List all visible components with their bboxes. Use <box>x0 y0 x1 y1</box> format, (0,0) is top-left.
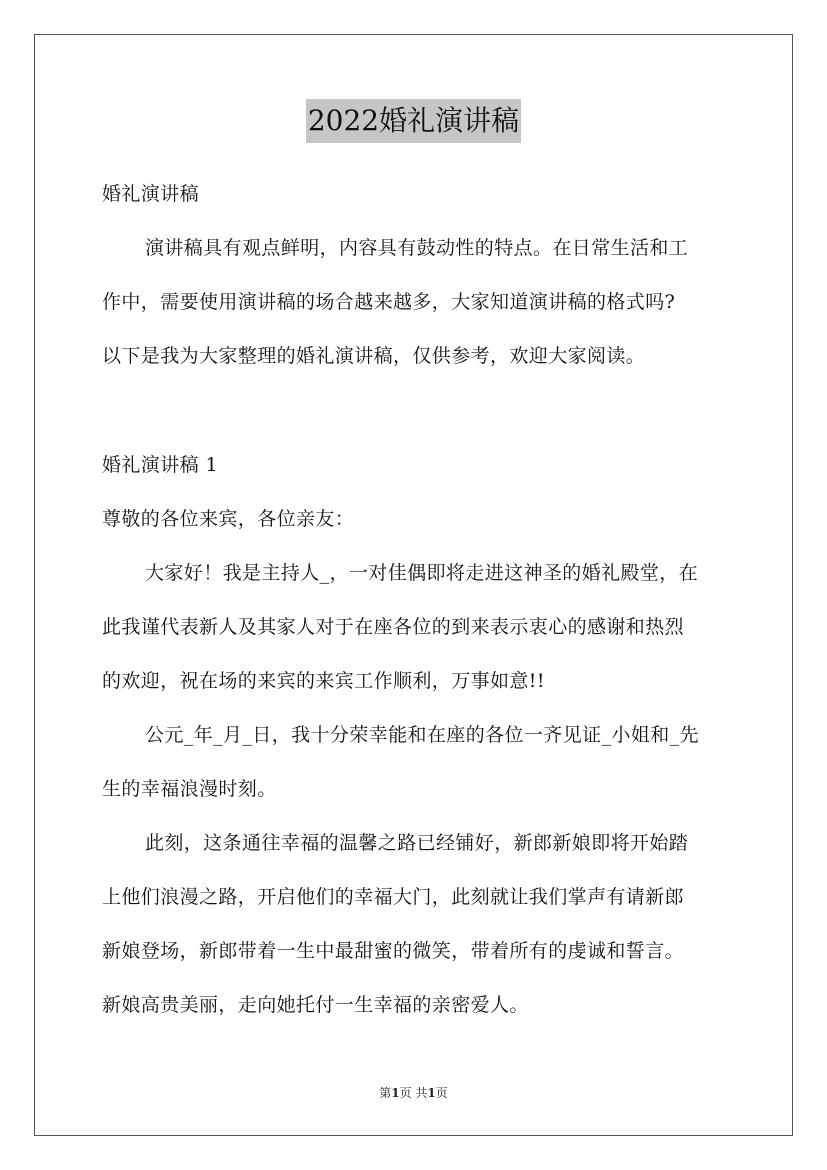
footer-mid: 页 共 <box>399 1086 428 1100</box>
intro-line-3: 以下是我为大家整理的婚礼演讲稿，仅供参考，欢迎大家阅读。 <box>102 345 646 367</box>
footer-page-number: 1 <box>391 1086 400 1100</box>
para1-line-1: 大家好！我是主持人_，一对佳偶即将走进这神圣的婚礼殿堂，在 <box>145 562 699 584</box>
para3-line-4: 新娘高贵美丽，走向她托付一生幸福的亲密爱人。 <box>102 994 529 1016</box>
document-title: 2022婚礼演讲稿 <box>306 99 521 143</box>
para3-line-1: 此刻，这条通往幸福的温馨之路已经铺好，新郎新娘即将开始踏 <box>145 832 689 854</box>
intro-line-1: 演讲稿具有观点鲜明，内容具有鼓动性的特点。在日常生活和工 <box>145 237 689 259</box>
para1-line-2: 此我谨代表新人及其家人对于在座各位的到来表示衷心的感谢和热烈 <box>102 616 685 638</box>
para1-line-3: 的欢迎，祝在场的来宾的来宾工作顺利，万事如意!! <box>102 670 545 692</box>
intro-line-2: 作中，需要使用演讲稿的场合越来越多，大家知道演讲稿的格式吗? <box>102 291 676 313</box>
title-container <box>0 99 827 143</box>
footer-suffix: 页 <box>435 1086 448 1100</box>
footer-page-total: 1 <box>427 1086 436 1100</box>
salutation: 尊敬的各位来宾，各位亲友： <box>102 508 355 530</box>
footer-prefix: 第 <box>379 1086 392 1100</box>
para2-line-2: 生的幸福浪漫时刻。 <box>102 778 277 800</box>
page-footer <box>0 1084 827 1101</box>
section-heading: 婚礼演讲稿 1 <box>102 454 218 476</box>
para2-line-1: 公元_年_月_日，我十分荣幸能和在座的各位一齐见证_小姐和_先 <box>145 724 699 746</box>
para3-line-3: 新娘登场，新郎带着一生中最甜蜜的微笑，带着所有的虔诚和誓言。 <box>102 940 685 962</box>
para3-line-2: 上他们浪漫之路，开启他们的幸福大门，此刻就让我们掌声有请新郎 <box>102 886 685 908</box>
subtitle: 婚礼演讲稿 <box>102 183 200 205</box>
